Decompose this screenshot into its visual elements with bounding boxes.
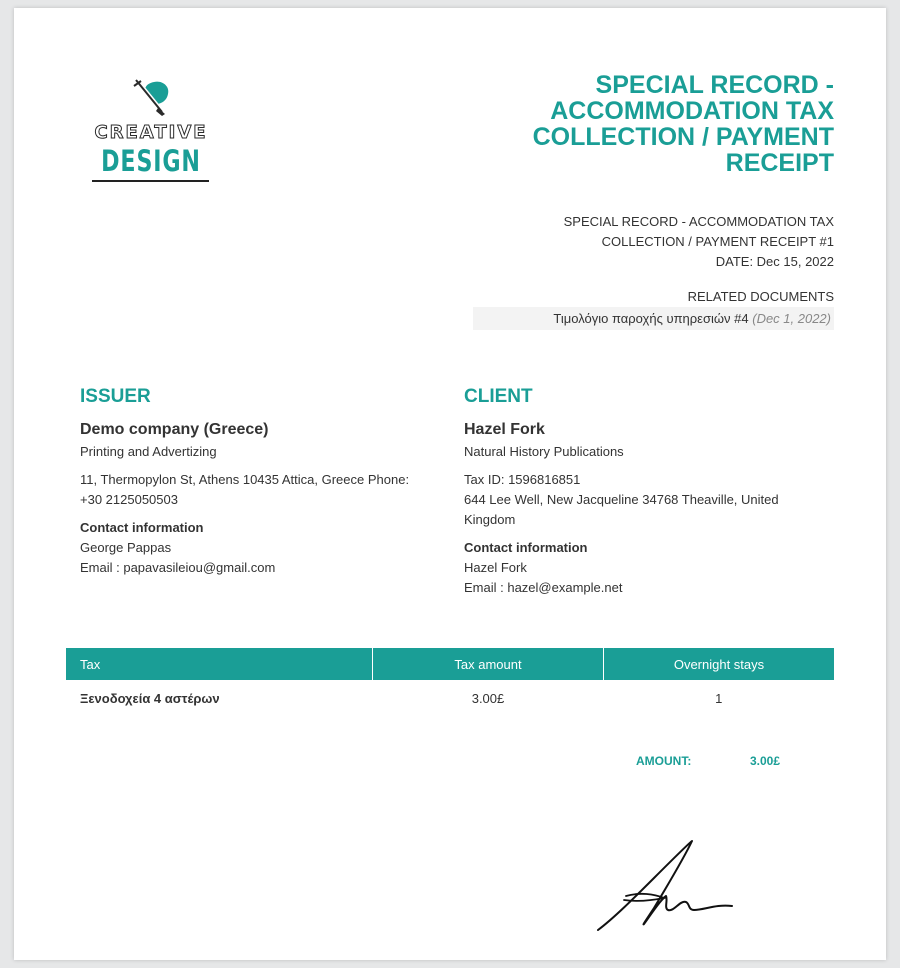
cell-tax-amount: 3.00£ bbox=[471, 690, 505, 706]
issuer-contact-heading: Contact information bbox=[80, 520, 204, 535]
document-date: DATE: Dec 15, 2022 bbox=[715, 254, 834, 269]
related-document-link[interactable] bbox=[473, 307, 834, 330]
client-tax-id: Tax ID: 1596816851 bbox=[464, 472, 581, 487]
client-heading: CLIENT bbox=[464, 386, 533, 407]
table-header-row bbox=[66, 648, 834, 680]
total-amount-value: 3.00£ bbox=[750, 754, 781, 768]
client-contact-heading: Contact information bbox=[464, 540, 588, 555]
record-line-2: COLLECTION / PAYMENT RECEIPT #1 bbox=[601, 234, 834, 249]
client-section bbox=[464, 386, 814, 598]
cell-tax: Ξενοδοχεία 4 αστέρων bbox=[80, 690, 220, 706]
issuer-email: Email : papavasileiou@gmail.com bbox=[80, 560, 276, 575]
issuer-heading: ISSUER bbox=[80, 386, 151, 407]
document-meta bbox=[494, 212, 834, 272]
column-header-tax-amount: Tax amount bbox=[373, 648, 604, 680]
client-contact-name: Hazel Fork bbox=[464, 560, 527, 575]
client-email: Email : hazel@example.net bbox=[464, 580, 623, 595]
tax-table bbox=[66, 648, 834, 716]
issuer-activity: Printing and Advertizing bbox=[80, 444, 217, 459]
logo-underline bbox=[92, 180, 209, 182]
palette-brush-icon bbox=[132, 78, 172, 116]
client-activity: Natural History Publications bbox=[464, 444, 624, 459]
related-documents-heading: RELATED DOCUMENTS bbox=[687, 289, 834, 304]
column-header-overnight-stays: Overnight stays bbox=[604, 648, 835, 680]
receipt-page bbox=[14, 8, 886, 960]
logo-text-creative: CREATIVE bbox=[94, 122, 208, 143]
cell-overnight-stays: 1 bbox=[715, 690, 723, 706]
issuer-contact-name: George Pappas bbox=[80, 540, 172, 555]
record-line-1: SPECIAL RECORD - ACCOMMODATION TAX bbox=[563, 214, 834, 229]
handwritten-signature bbox=[594, 838, 744, 938]
related-document-name[interactable]: Τιμολόγιο παροχής υπηρεσιών #4 bbox=[553, 311, 749, 326]
total-amount-label: AMOUNT: bbox=[636, 754, 692, 768]
company-logo bbox=[90, 78, 212, 188]
client-address: 644 Lee Well, New Jacqueline 34768 Theaville, United Kingdom bbox=[464, 492, 779, 527]
issuer-address: 11, Thermopylon St, Athens 10435 Attica, Greece Phone: +30 2125050503 bbox=[80, 472, 410, 507]
related-document-date: (Dec 1, 2022) bbox=[752, 311, 831, 326]
column-header-tax: Tax bbox=[66, 648, 373, 680]
logo-text-design: DESIGN bbox=[101, 144, 201, 178]
table-row bbox=[66, 680, 834, 716]
client-name: Hazel Fork bbox=[464, 421, 545, 438]
document-title: SPECIAL RECORD - ACCOMMODATION TAX COLLECTION / PAYMENT RECEIPT bbox=[532, 71, 834, 177]
issuer-section bbox=[80, 386, 430, 578]
issuer-name: Demo company (Greece) bbox=[80, 421, 269, 438]
